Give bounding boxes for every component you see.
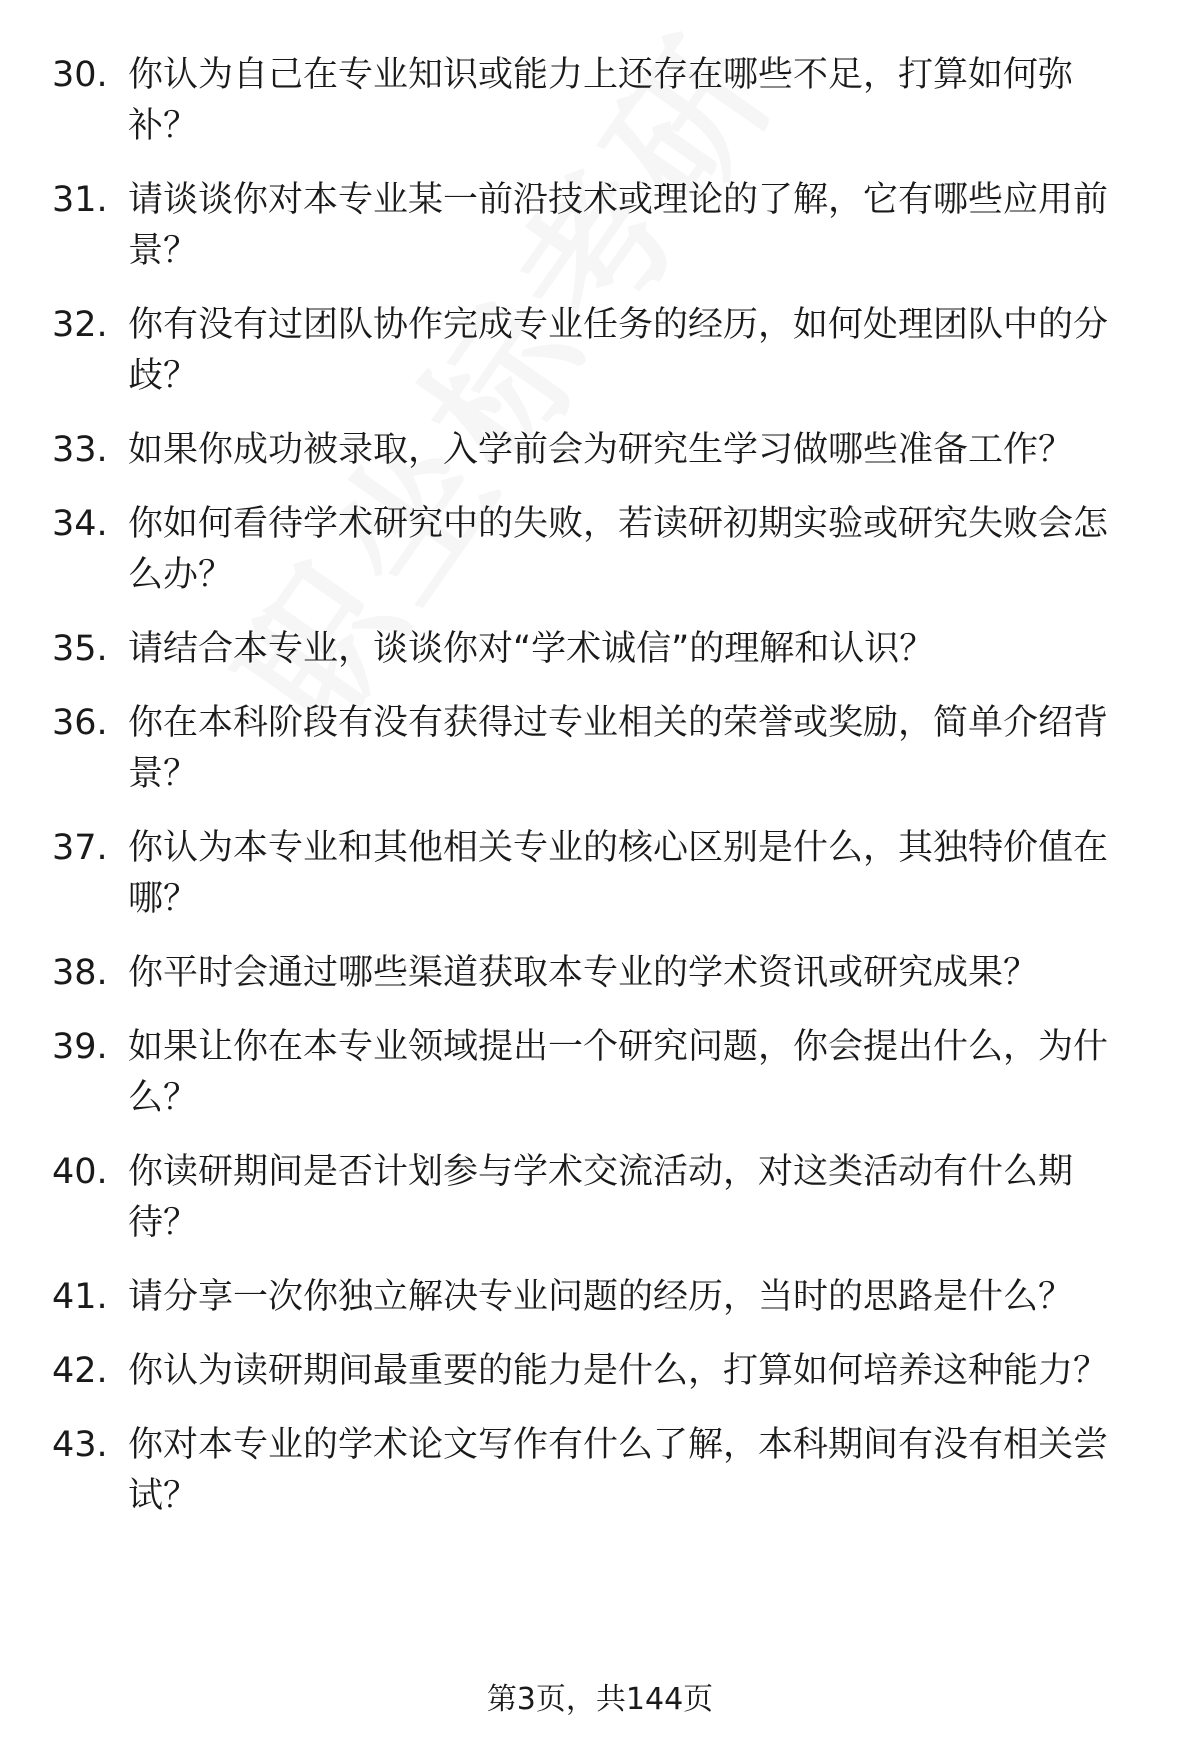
question-text: 你认为本专业和其他相关专业的核心区别是什么，其独特价值在哪？ <box>128 828 1109 919</box>
question-item <box>0 499 1200 601</box>
question-text: 你在本科阶段有没有获得过专业相关的荣誉或奖励，简单介绍背景？ <box>128 703 1109 794</box>
question-number: 41. <box>52 1277 108 1317</box>
question-text: 你平时会通过哪些渠道获取本专业的学术资讯或研究成果？ <box>128 953 1039 993</box>
question-text: 如果你成功被录取，入学前会为研究生学习做哪些准备工作？ <box>128 430 1074 470</box>
question-item <box>0 425 1200 476</box>
question-number: 37. <box>52 828 108 868</box>
question-item <box>0 1022 1200 1124</box>
question-text: 请结合本专业，谈谈你对“学术诚信”的理解和认识？ <box>128 629 935 669</box>
question-text: 如果让你在本专业领域提出一个研究问题，你会提出什么，为什么？ <box>128 1027 1109 1118</box>
question-text: 请分享一次你独立解决专业问题的经历，当时的思路是什么？ <box>128 1277 1074 1317</box>
question-item <box>0 175 1200 277</box>
question-number: 35. <box>52 629 108 669</box>
question-text: 你对本专业的学术论文写作有什么了解，本科期间有没有相关尝试？ <box>128 1425 1109 1516</box>
question-list <box>0 50 1200 1545</box>
question-item <box>0 823 1200 925</box>
question-item <box>0 624 1200 675</box>
question-number: 38. <box>52 953 108 993</box>
question-text: 你如何看待学术研究中的失败，若读研初期实验或研究失败会怎么办？ <box>128 504 1109 595</box>
question-number: 42. <box>52 1351 108 1391</box>
question-item <box>0 948 1200 999</box>
question-text: 你认为自己在专业知识或能力上还存在哪些不足，打算如何弥补？ <box>128 55 1074 146</box>
question-number: 31. <box>52 180 108 220</box>
question-text: 你认为读研期间最重要的能力是什么，打算如何培养这种能力？ <box>128 1351 1109 1391</box>
page-number-footer: 第3页，共144页 <box>486 1682 714 1717</box>
question-item <box>0 1420 1200 1522</box>
question-text: 你有没有过团队协作完成专业任务的经历，如何处理团队中的分歧？ <box>128 305 1109 396</box>
question-item <box>0 300 1200 402</box>
question-number: 33. <box>52 430 108 470</box>
question-number: 40. <box>52 1152 108 1192</box>
question-number: 30. <box>52 55 108 95</box>
question-item <box>0 1346 1200 1397</box>
question-item <box>0 1272 1200 1323</box>
question-number: 43. <box>52 1425 108 1465</box>
question-item <box>0 1147 1200 1249</box>
question-item <box>0 50 1200 152</box>
question-text: 你读研期间是否计划参与学术交流活动，对这类活动有什么期待？ <box>128 1152 1074 1243</box>
question-number: 32. <box>52 305 108 345</box>
question-number: 39. <box>52 1027 108 1067</box>
question-text: 请谈谈你对本专业某一前沿技术或理论的了解，它有哪些应用前景？ <box>128 180 1109 271</box>
question-number: 34. <box>52 504 108 544</box>
question-item <box>0 698 1200 800</box>
question-number: 36. <box>52 703 108 743</box>
